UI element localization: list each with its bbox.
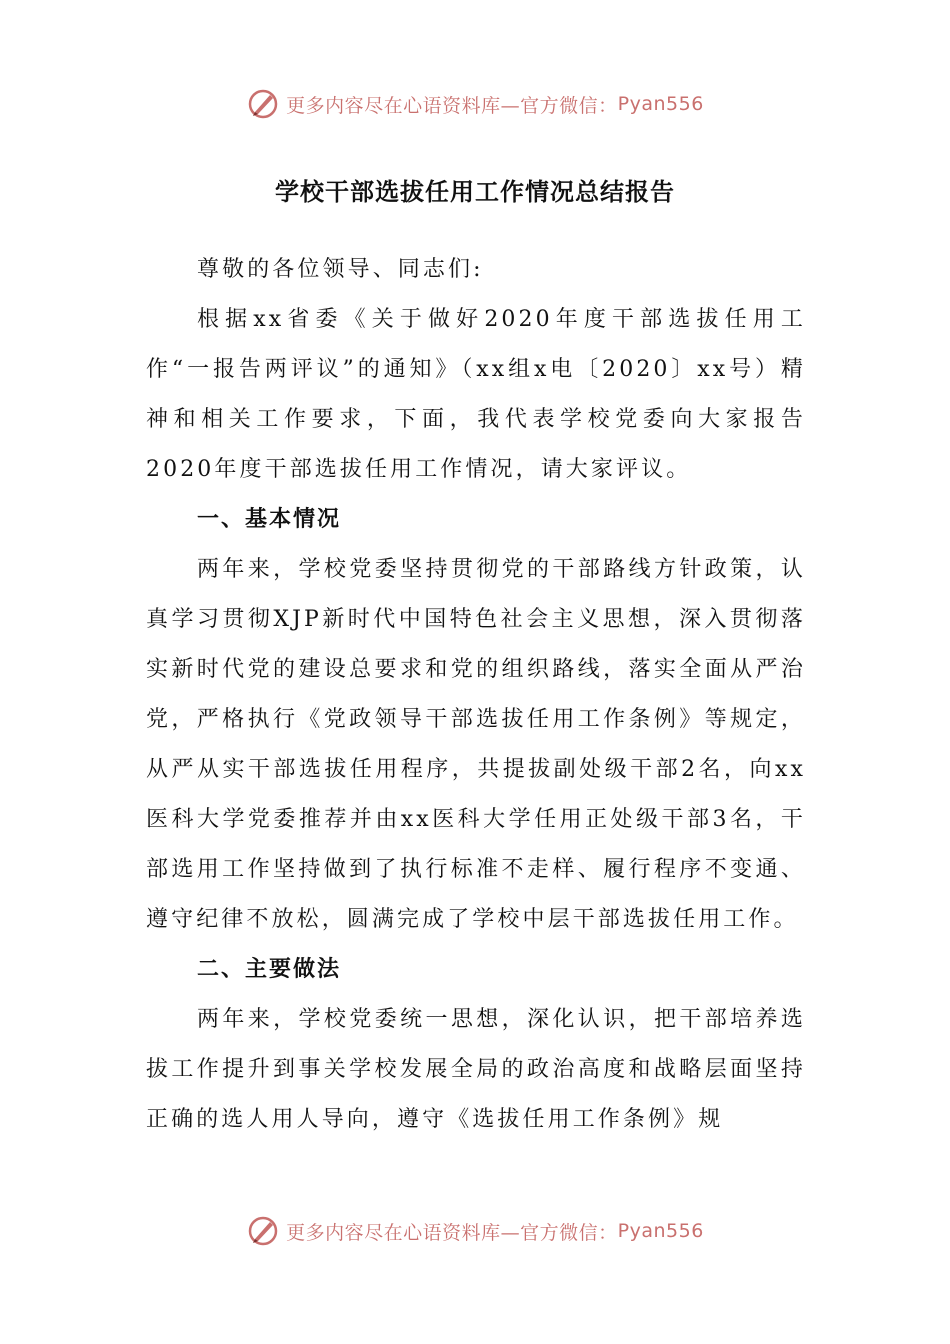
watermark-wechat-id: Pyan556 xyxy=(617,1220,704,1242)
watermark-banner-bottom xyxy=(0,1211,950,1251)
pen-logo-icon xyxy=(246,87,280,121)
intro-paragraph: 根据xx省委《关于做好2020年度干部选拔任用工作“一报告两评议”的通知》（xx组x电〔2020〕xx号）精神和相关工作要求，下面，我代表学校党委向大家报告2020年度干部选拔任用工作情况，请大家评议。 xyxy=(146,307,806,482)
section-paragraph-basic-situation: 两年来，学校党委坚持贯彻党的干部路线方针政策，认真学习贯彻XJP新时代中国特色社会主义思想，深入贯彻落实新时代党的建设总要求和党的组织路线，落实全面从严治党，严格执行《党政领导干部选拔任用工作条例》等规定，从严从实干部选拔任用程序，共提拔副处级干部2名，向xx医科大学党委推荐并由xx医科大学任用正处级干部3名，干部选用工作坚持做到了执行标准不走样、履行程序不变通、遵守纪律不放松，圆满完成了学校中层干部选拔任用工作。 xyxy=(146,557,806,932)
section-paragraph-main-practices: 两年来，学校党委统一思想，深化认识，把干部培养选拔工作提升到事关学校发展全局的政治高度和战略层面坚持正确的选人用人导向，遵守《选拔任用工作条例》规 xyxy=(146,1007,806,1132)
watermark-wechat-id: Pyan556 xyxy=(617,93,704,115)
watermark-text: 更多内容尽在心语资料库—官方微信： xyxy=(286,1221,618,1244)
salutation: 尊敬的各位领导、同志们: xyxy=(197,257,484,282)
section-heading-main-practices: 二、主要做法 xyxy=(197,957,342,982)
watermark-text: 更多内容尽在心语资料库—官方微信： xyxy=(286,94,618,117)
section-heading-basic-situation: 一、基本情况 xyxy=(197,507,342,532)
pen-logo-icon xyxy=(246,1214,280,1248)
document-title: 学校干部选拔任用工作情况总结报告 xyxy=(275,178,675,206)
watermark-banner-top xyxy=(0,84,950,124)
document-body xyxy=(146,245,806,1145)
